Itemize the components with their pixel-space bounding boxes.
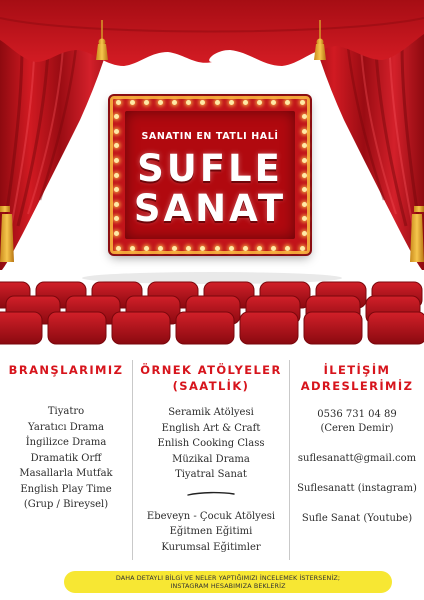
list-item: İngilizce Drama	[25, 437, 107, 448]
marquee-bulb	[172, 100, 177, 105]
marquee-bulb	[215, 100, 220, 105]
list-item: Dramatik Orff	[30, 452, 102, 464]
branches-column	[0, 362, 132, 513]
workshops-list	[134, 405, 288, 483]
list-item: Tiyatral Sanat	[175, 469, 247, 480]
list-item: English Art & Craft	[161, 422, 261, 434]
brand-name-line2: SANAT	[133, 187, 287, 230]
theater-seats	[0, 282, 424, 344]
contact-heading-line1: İLETİŞİM	[323, 363, 391, 377]
marquee-bulb	[114, 173, 119, 178]
tieback-tassel-icon	[0, 206, 14, 262]
marquee-bulb	[229, 246, 234, 251]
marquee-bulb	[172, 246, 177, 251]
branches-list	[0, 404, 132, 513]
tieback-tassel-icon	[410, 206, 424, 262]
branches-heading: BRANŞLARIMIZ	[8, 363, 124, 377]
sign-tagline: SANATIN EN TATLI HALİ	[141, 131, 279, 142]
seat	[304, 312, 362, 344]
marquee-bulb	[114, 202, 119, 207]
marquee-bulb	[300, 246, 305, 251]
contact-email: suflesanatt@gmail.com	[297, 453, 417, 464]
list-item: Masallarla Mutfak	[19, 468, 113, 479]
seat	[112, 312, 170, 344]
list-item: Enlish Cooking Class	[157, 438, 265, 449]
list-item: (Grup / Bireysel)	[23, 499, 109, 510]
marquee-bulb	[200, 246, 205, 251]
seat	[48, 312, 106, 344]
marquee-bulb	[302, 187, 307, 192]
marquee-panel	[125, 111, 295, 239]
list-item: Ebeveyn - Çocuk Atölyesi	[146, 510, 276, 522]
marquee-bulb	[144, 100, 149, 105]
marquee-bulb	[243, 100, 248, 105]
list-item: Eğitmen Eğitimi	[169, 526, 253, 537]
marquee-bulb	[271, 246, 276, 251]
marquee-bulb	[302, 173, 307, 178]
marquee-bulb	[271, 100, 276, 105]
marquee-bulb	[130, 246, 135, 251]
column-divider	[132, 360, 133, 560]
marquee-bulb	[302, 143, 307, 148]
workshops-heading-line2: (SAATLİK)	[172, 379, 250, 393]
seat	[368, 312, 424, 344]
marquee-bulb	[158, 100, 163, 105]
marquee-bulb	[114, 158, 119, 163]
marquee-sign	[110, 96, 310, 254]
marquee-bulb	[257, 246, 262, 251]
marquee-bulb	[200, 100, 205, 105]
workshops-column	[134, 362, 288, 555]
list-item: Kurumsal Eğitimler	[161, 541, 261, 553]
contact-phone-name: (Ceren Demir)	[320, 423, 394, 434]
marquee-bulb	[114, 187, 119, 192]
marquee-bulb	[114, 143, 119, 148]
marquee-bulb	[215, 246, 220, 251]
marquee-bulb	[114, 129, 119, 134]
banner-line1: DAHA DETAYLI BİLGİ VE NELER YAPTIĞIMIZI İNCELEMEK İSTERSENİZ;	[115, 573, 341, 582]
banner-line2: INSTAGRAM HESABIMIZA BEKLERİZ	[170, 582, 286, 591]
list-item: Seramik Atölyesi	[168, 407, 254, 418]
contact-heading-line2: ADRESLERİMİZ	[300, 379, 414, 393]
marquee-bulb	[302, 158, 307, 163]
marquee-bulb	[302, 216, 307, 221]
marquee-bulb	[116, 100, 121, 105]
marquee-bulb	[302, 202, 307, 207]
marquee-bulb	[285, 100, 290, 105]
marquee-bulb	[186, 246, 191, 251]
list-item: Tiyatro	[47, 406, 85, 417]
brand-name-line1: SUFLE	[137, 147, 283, 190]
list-item: English Play Time	[20, 483, 112, 495]
marquee-bulb	[285, 246, 290, 251]
contact-column	[290, 362, 424, 526]
seat	[0, 312, 42, 344]
marquee-bulb	[302, 114, 307, 119]
marquee-bulb	[302, 129, 307, 134]
marquee-bulb	[158, 246, 163, 251]
marquee-bulb	[116, 246, 121, 251]
marquee-bulb	[257, 100, 262, 105]
marquee-bulb	[186, 100, 191, 105]
marquee-bulb	[114, 231, 119, 236]
marquee-bulb	[229, 100, 234, 105]
contact-youtube: Sufle Sanat (Youtube)	[301, 513, 413, 524]
contact-phone: 0536 731 04 89	[317, 409, 397, 420]
list-item: Yaratıcı Drama	[28, 421, 104, 433]
contact-instagram: Suflesanatt (instagram)	[297, 483, 417, 494]
marquee-bulb	[243, 246, 248, 251]
instagram-invite-banner	[64, 571, 392, 593]
marquee-bulb	[144, 246, 149, 251]
marquee-bulb	[130, 100, 135, 105]
marquee-bulb	[302, 231, 307, 236]
seat	[176, 312, 234, 344]
marquee-bulb	[114, 114, 119, 119]
seat	[240, 312, 298, 344]
list-item: Müzikal Drama	[172, 453, 250, 465]
workshops-heading-line1: ÖRNEK ATÖLYELER	[140, 363, 282, 377]
marquee-bulb	[300, 100, 305, 105]
marquee-bulb	[114, 216, 119, 221]
swash-divider-icon	[187, 491, 235, 497]
workshops-extra-list	[134, 509, 288, 556]
